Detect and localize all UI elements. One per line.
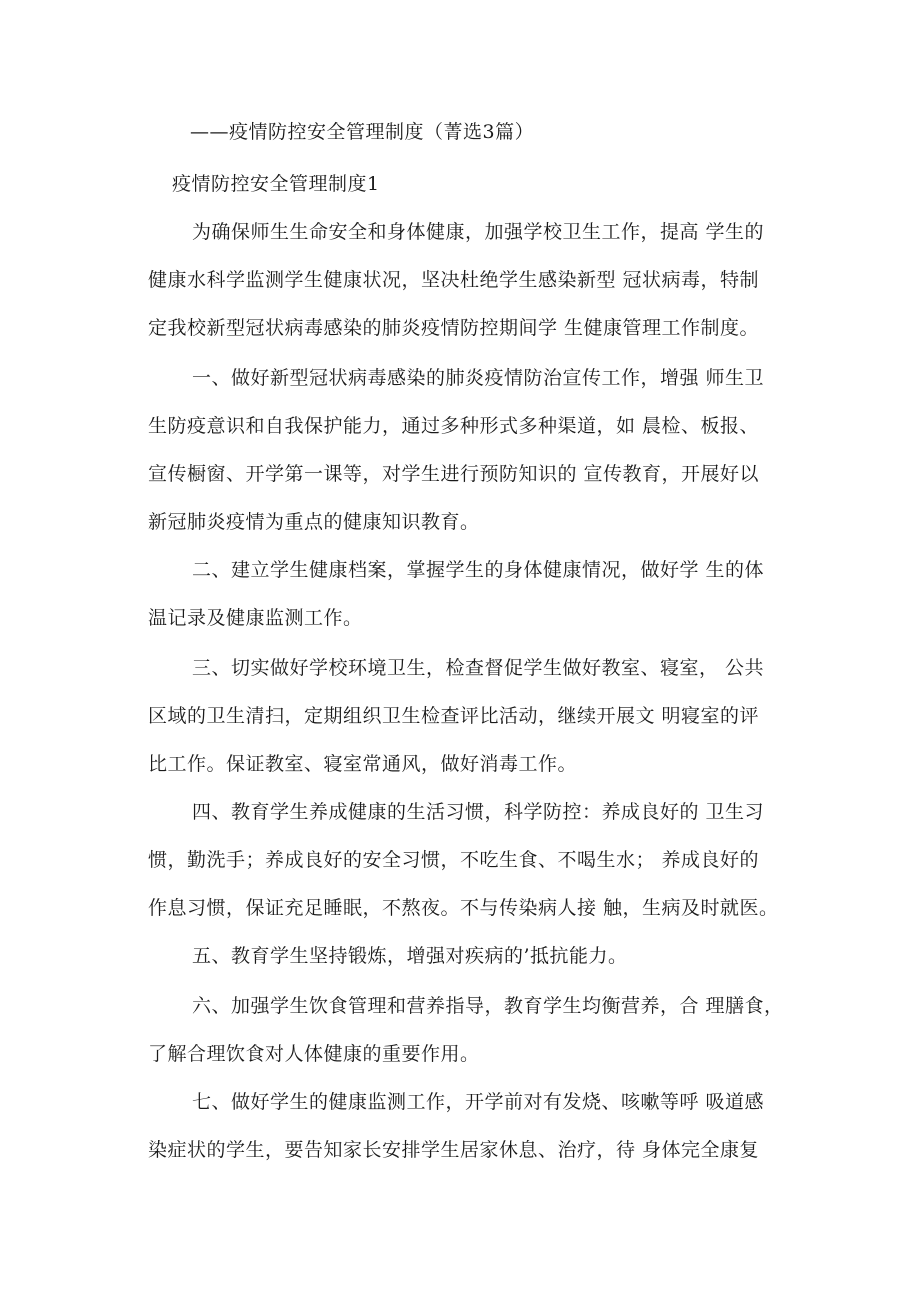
paragraph-line: 三、切实做好学校环境卫生，检查督促学生做好教室、寝室， 公共	[192, 657, 765, 679]
paragraph-line: 二、建立学生健康档案，掌握学生的身体健康情况，做好学 生的体	[192, 559, 765, 581]
paragraph-line: 为确保师生生命安全和身体健康，加强学校卫生工作，提高 学生的	[192, 221, 765, 243]
paragraph-line: 定我校新型冠状病毒感染的肺炎疫情防控期间学 生健康管理工作制度。	[148, 317, 760, 339]
paragraph-line: 作息习惯，保证充足睡眠，不熬夜。不与传染病人接 触，生病及时就医。	[148, 897, 779, 919]
document-title: ——疫情防控安全管理制度（菁选3篇）	[190, 121, 535, 143]
section-heading: 疫情防控安全管理制度1	[172, 173, 380, 195]
paragraph-line: 六、加强学生饮食管理和营养指导，教育学生均衡营养，合 理膳食，	[192, 995, 784, 1017]
paragraph-line: 区域的卫生清扫，定期组织卫生检查评比活动，继续开展文 明寝室的评	[148, 705, 760, 727]
paragraph-line: 宣传橱窗、开学第一课等，对学生进行预防知识的 宣传教育，开展好以	[148, 463, 760, 485]
paragraph-line: 温记录及健康监测工作。	[148, 607, 363, 629]
paragraph-line: 比工作。保证教室、寝室常通风，做好消毒工作。	[148, 753, 578, 775]
paragraph-line: 五、教育学生坚持锻炼，增强对疾病的’抵抗能力。	[192, 945, 628, 967]
paragraph-line: 七、做好学生的健康监测工作，开学前对有发烧、咳嗽等呼 吸道感	[192, 1091, 765, 1113]
paragraph-line: 健康水科学监测学生健康状况，坚决杜绝学生感染新型 冠状病毒，特制	[148, 269, 760, 291]
paragraph-line: 生防疫意识和自我保护能力，通过多种形式多种渠道，如 晨检、板报、	[148, 415, 760, 437]
paragraph-line: 四、教育学生养成健康的生活习惯，科学防控：养成良好的 卫生习	[192, 801, 765, 823]
paragraph-line: 惯，勤洗手；养成良好的安全习惯，不吃生食、不喝生水； 养成良好的	[148, 849, 760, 871]
paragraph-line: 染症状的学生，要告知家长安排学生居家休息、治疗，待 身体完全康复	[148, 1139, 760, 1161]
paragraph-line: 一、做好新型冠状病毒感染的肺炎疫情防治宣传工作，增强 师生卫	[192, 367, 765, 389]
paragraph-line: 新冠肺炎疫情为重点的健康知识教育。	[148, 511, 480, 533]
paragraph-line: 了解合理饮食对人体健康的重要作用。	[148, 1043, 480, 1065]
